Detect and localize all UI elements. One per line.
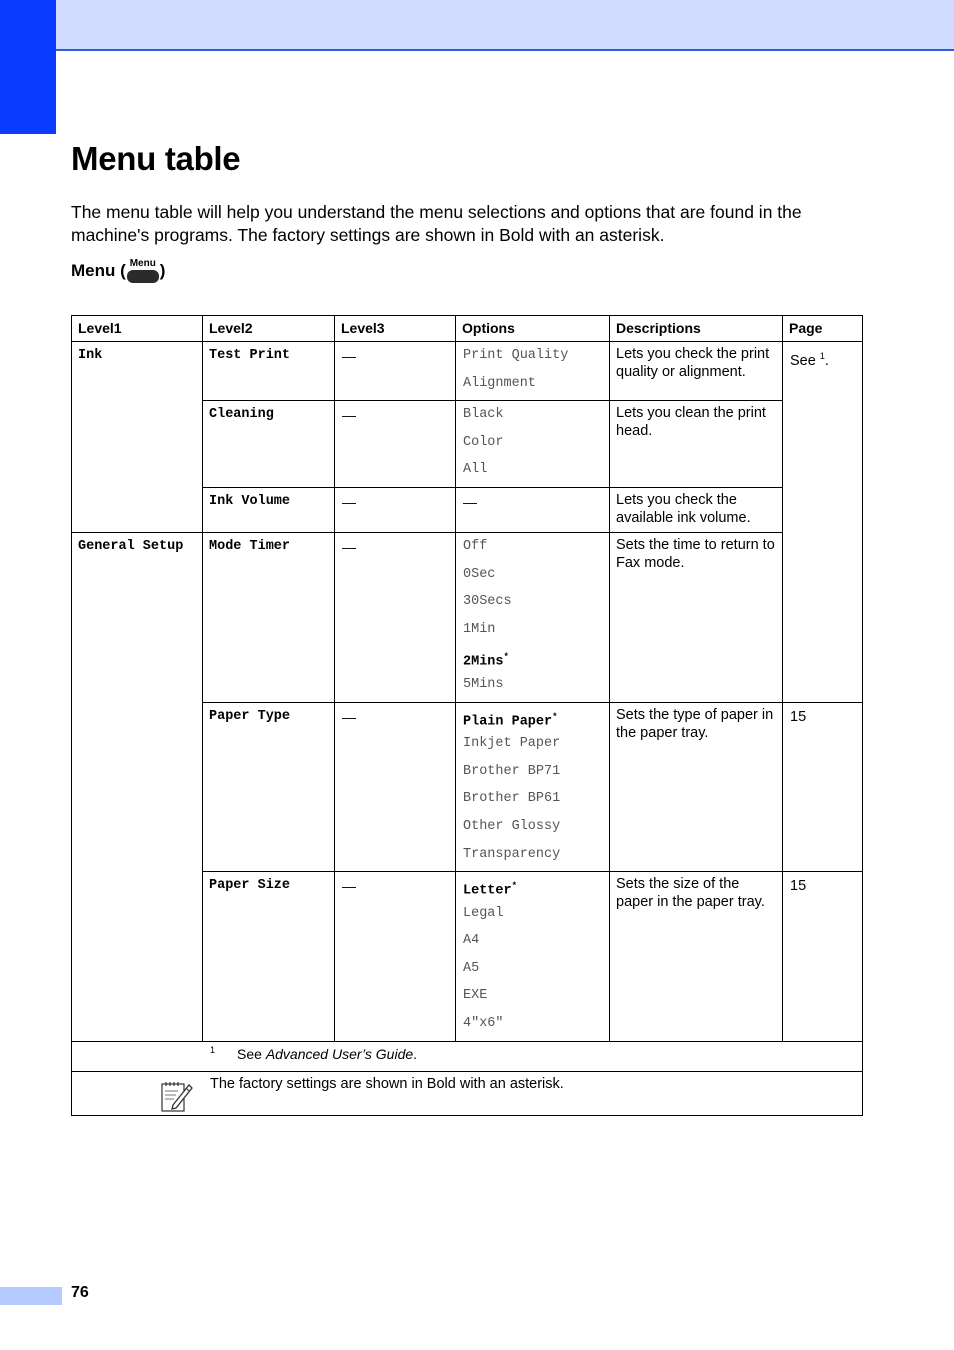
level2-paper-size: Paper Size (209, 878, 291, 894)
intro-paragraph: The menu table will help you understand the menu selections and options that are found in the machine's programs. The factory settings are shown in Bold with an asterisk. (71, 202, 802, 245)
option-item: Inkjet Paper (463, 736, 561, 752)
guide-title: Advanced User’s Guide (265, 1045, 414, 1062)
options-cell (456, 872, 610, 1042)
options-list (456, 703, 609, 872)
option-item: EXE (463, 988, 488, 1004)
level1-general-setup: General Setup (78, 538, 184, 554)
options-cell (456, 702, 610, 872)
option-item: All (463, 462, 488, 478)
option-item: A5 (463, 960, 480, 976)
note-pencil-icon (160, 1079, 194, 1113)
level2-cell (203, 401, 335, 488)
level2-paper-type: Paper Type (209, 708, 291, 724)
header-band (0, 0, 954, 51)
option-item: 4"x6" (463, 1016, 504, 1032)
note-cell (72, 1071, 863, 1115)
menu-table (71, 315, 863, 1116)
option-item: 1Min (463, 621, 496, 637)
level3-cell (335, 702, 456, 872)
table-row (72, 342, 863, 401)
header-descriptions: Descriptions (610, 316, 783, 342)
menu-key-icon (127, 259, 159, 283)
option-item: Brother BP61 (463, 791, 561, 807)
option-item: 5Mins (463, 676, 504, 692)
page-see-reference: See $^1$. (790, 351, 829, 369)
menu-key-label: Menu (129, 258, 156, 269)
options-cell (456, 342, 610, 401)
level2-mode-timer: Mode Timer (209, 538, 291, 554)
table-header-row (72, 316, 863, 342)
level3-cell (335, 342, 456, 401)
option-item: 0Sec (463, 566, 496, 582)
menu-heading-label: Menu ( (71, 261, 126, 280)
default-asterisk: * (503, 652, 509, 663)
option-item: A4 (463, 933, 480, 949)
level2-ink-volume: Ink Volume (209, 493, 291, 509)
option-item: Print Quality (463, 348, 569, 363)
level3-dash: — (342, 493, 356, 510)
header-level1: Level1 (72, 316, 203, 342)
description-text: Sets the time to return to Fax mode. (616, 536, 775, 571)
level3-cell (335, 532, 456, 702)
page-cell (783, 702, 863, 872)
page-title: Menu table (71, 140, 241, 177)
menu-heading (71, 259, 165, 283)
level3-cell (335, 401, 456, 488)
description-cell (610, 872, 783, 1042)
level2-cell (203, 872, 335, 1042)
option-item: Off (463, 538, 488, 554)
description-cell (610, 702, 783, 872)
page-cell (783, 342, 863, 703)
table-row (72, 532, 863, 702)
page-number: 76 (71, 1284, 89, 1301)
level2-cell (203, 342, 335, 401)
option-item-default: 2Mins* (463, 652, 509, 670)
level3-cell (335, 487, 456, 532)
page-cell (783, 872, 863, 1042)
header-page: Page (783, 316, 863, 342)
level2-cell (203, 487, 335, 532)
description-cell (610, 532, 783, 702)
description-text: Lets you check the print quality or alignment. (616, 346, 770, 380)
option-item: 30Secs (463, 594, 512, 610)
option-item: Color (463, 434, 504, 450)
note-text: The factory settings are shown in Bold with an asterisk. (210, 1075, 564, 1092)
level3-dash: — (342, 407, 356, 424)
options-list (456, 342, 609, 400)
description-cell (610, 487, 783, 532)
level1-ink: Ink (78, 348, 103, 363)
chapter-tab (0, 0, 56, 134)
description-text: Sets the type of paper in the paper tray. (616, 706, 774, 741)
level2-cell (203, 532, 335, 702)
description-cell (610, 401, 783, 488)
header-options: Options (456, 316, 610, 342)
header-level2: Level2 (203, 316, 335, 342)
level3-dash: — (342, 878, 356, 895)
options-dash: — (463, 493, 477, 510)
page-number-band (0, 1287, 62, 1305)
level3-cell (335, 872, 456, 1042)
footnote-mark: 1 (210, 1044, 216, 1055)
header-level3: Level3 (335, 316, 456, 342)
footnote-ref: 1 (819, 351, 825, 361)
menu-heading-close: ) (159, 261, 166, 280)
page-number-ref: 15 (790, 878, 807, 895)
option-item-default: Letter* (463, 881, 518, 899)
default-asterisk: * (552, 711, 558, 722)
level3-dash: — (342, 708, 356, 725)
footnote-row (72, 1041, 863, 1071)
options-cell (456, 487, 610, 532)
description-cell (610, 342, 783, 401)
option-item: Transparency (463, 846, 561, 862)
footnote (72, 1042, 862, 1062)
option-item: Legal (463, 905, 504, 921)
option-item: Brother BP71 (463, 763, 561, 779)
description-text: Sets the size of the paper in the paper tray. (616, 876, 765, 911)
level3-dash: — (342, 348, 356, 364)
description-text: Lets you check the available ink volume. (616, 491, 751, 526)
footnote-text: See Advanced User’s Guide. (237, 1045, 418, 1062)
level3-dash: — (342, 538, 356, 555)
footnote-cell (72, 1041, 863, 1071)
description-text: Lets you clean the print head. (616, 405, 766, 440)
options-cell (456, 401, 610, 488)
menu-key-body (127, 270, 159, 283)
page-number-ref: 15 (790, 708, 807, 725)
option-item-default: Plain Paper* (463, 711, 558, 730)
options-list (456, 872, 609, 1041)
level2-test-print: Test Print (209, 348, 291, 363)
default-asterisk: * (511, 881, 518, 892)
options-list (456, 401, 609, 487)
level1-cell (72, 342, 203, 533)
level2-cell (203, 702, 335, 872)
option-item: Other Glossy (463, 818, 561, 834)
note-row (72, 1071, 863, 1115)
options-list (456, 533, 609, 702)
option-item: Black (463, 407, 504, 423)
option-item: Alignment (463, 375, 536, 391)
level2-cleaning: Cleaning (209, 407, 274, 423)
level1-cell (72, 532, 203, 1041)
options-cell (456, 532, 610, 702)
